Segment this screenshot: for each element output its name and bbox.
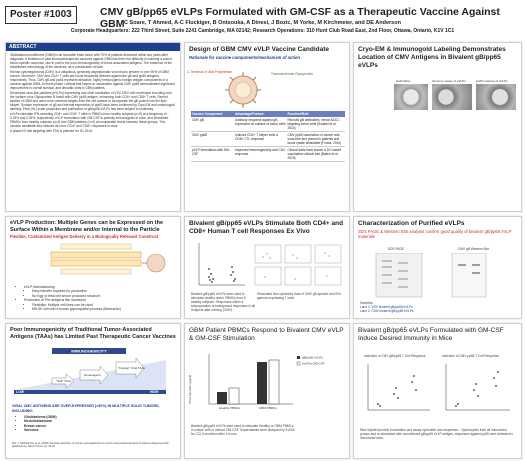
list-item: • Flexibility: Multiple cell lines can be used (32, 303, 121, 307)
poster-id: Poster #1003 (5, 6, 77, 24)
abstract-heading: ABSTRACT (6, 43, 180, 51)
design-panel (184, 42, 350, 212)
col-component: Vaccine Component (191, 111, 234, 117)
abstract-panel (5, 42, 181, 212)
production-subtitle: Flexible, Customized Antigen Delivery in a Biologically Relevant Construct (10, 234, 159, 239)
high-label: HIGH (150, 390, 159, 395)
cryo-label-2: shown to assay of eVLPs (432, 79, 466, 83)
cryo-image-2 (432, 84, 472, 110)
table-row: CMV pp65 Induces CD4+ T helper cells & CD8+ CTL response CMV pp65 vaccination in cancer and virus-free and primed in patients and tumor lysate stimulated (Fonda, 2010) (191, 132, 345, 147)
gbm-panel (184, 323, 350, 459)
design-table (191, 111, 345, 162)
cat-gbm: GBM PBMCs (259, 406, 277, 410)
bar-gbm-evlp (257, 362, 267, 404)
bar-healthy-gmcsf (229, 388, 239, 404)
arrow-self: "Self" TAAs (56, 379, 72, 383)
vlp-diagram (185, 65, 349, 110)
mice-chart2-title: Induction of CMV pp65 T Cell Response (442, 354, 499, 358)
gbm-ylabel: CCL3 Secretion (pg/ml) (188, 374, 192, 404)
purified-subtitle: SDS PAGE & Western Blot analysis confirm good quality of bivalent gB/pp65 eVLP materials (358, 229, 512, 239)
arrow-foreign: "Foreign" Viral TAAs (118, 366, 145, 370)
mice-charts (354, 360, 521, 420)
samples-list: Samples: Lane 1: VSV bivalent gB/pp65 eVLPs Lane 2: CMV bivalent gB/pp65 eVLPs (360, 301, 414, 313)
legend-evlp: gB/pp65 eVLPs (302, 355, 323, 360)
gbm-caption: Bivalent gB/pp65 eVLPs were used to stimulate Healthy or GBM PBMCs in culture with or without GM-CSF. Supernatants were analyzed by ELISA for CCL3 secretion after 4 hours. (191, 424, 295, 436)
list-item: • Production of Pre-antigens like structures (24, 298, 121, 302)
mice-chart1-title: Induction of CMV gB/pp65 T Cell Response (364, 354, 426, 358)
affiliation: Corporate Headquarters: 222 Third Street, Suite 2241 Cambridge, MA 02142; Research Operations: 310 Hunt Club Road East, 2nd Floor, Ottawa, Ontario, K1V 1C1 (70, 28, 455, 34)
list-item: • Breast cancer (24, 424, 57, 428)
mice-panel (353, 323, 522, 459)
cryo-title: Cryo-EM & Immunogold Labeling Demonstrates Location of CMV Antigens in Bivalent gB/pp65 eVLPs (358, 46, 506, 69)
immuno-diagram (6, 346, 180, 402)
tumor-list (20, 415, 57, 433)
purified-panel (353, 216, 522, 319)
design-subtitle: Rationale for vaccine components/mechanism of action (189, 55, 300, 60)
list-item: • Mfr-SE cell with a known glycosylation process (Bioreactor) (32, 307, 121, 311)
list-item: • No Egg or fetal cell serum produced structure (32, 294, 121, 298)
production-diagram (6, 241, 180, 285)
poster-header (0, 0, 525, 40)
col-function: Function/Role (286, 111, 345, 117)
production-title: eVLP Production: Multiple Genes can be Expressed on the Surface Within a Membrane and/or Internal to the Particle (10, 220, 164, 233)
stim-title: Bivalent gB/pp65 eVLPs Stimulate Both CD4+ and CD8+ Human T cell Responses Ex Vivo (189, 220, 344, 235)
cryo-image-3 (476, 84, 516, 110)
table-row: pVLP formulation with GM-CSF Improved immunogenicity and CD4 response Clinical trials have shown a DC-based vaccination clinical trial (Batich et al. 2015) (191, 147, 345, 162)
gbm-title: GBM Patient PBMCs Respond to Bivalent CMV eVLP & GM-CSF Stimulation (189, 327, 344, 342)
gel-images (354, 253, 521, 301)
cat-healthy: Healthy PBMCs (219, 406, 241, 410)
viral-heading: VIRAL CMV ANTIGENS ARE OVER-EXPRESSED (>90%) IN MULTIPLE SOLID TUMORS, INCLUDING: (12, 404, 160, 413)
legend-gmcsf: eVLPs+GM-CSF (302, 361, 325, 366)
list-item: • Sarcoma (24, 428, 57, 432)
list-item: • Easy transfer required for production (32, 289, 121, 293)
cryo-label-1: Gold Mass (396, 79, 411, 83)
immuno-band: IMMUNOGENICITY (71, 348, 107, 354)
vlp-label-2: Transmembrane Glycoprotein (271, 72, 314, 76)
cryo-label-3: pp65 massing of eVLPs (476, 79, 508, 83)
list-item: • Glioblastoma (GBM) (24, 415, 57, 419)
stim-chart (185, 239, 349, 299)
stim-panel (184, 216, 350, 319)
gel-label-sds: SDS PAGE (388, 247, 405, 251)
list-item: • Medulloblastoma (24, 419, 57, 423)
mice-caption: Mice injected protein formulation and assay cytometer and responses... Splenocytes from all immunized groups and re-stimulated with recombinant gB/pp65 eVLP antigen; responses against pp65 were detected in immunized mice. (360, 428, 513, 440)
gbm-chart (185, 348, 349, 418)
production-bullets (20, 285, 121, 311)
immuno-footnote: Ref: 1. Mitchell DA, et al. (2008) Sensitive detection of human cytomegalovirus in tumors and peripheral blood of patients diagnosed with glioblastoma. Neuro Oncol. 10: 10-18. (12, 442, 169, 449)
design-title: Design of GBM CMV eVLP Vaccine Candidate (189, 46, 330, 53)
col-advantage: Advantage/Feature (234, 111, 286, 117)
purified-title: Characterization of Purified eVLPs (358, 220, 465, 227)
cryo-panel (353, 42, 522, 212)
list-item: • eVLP Manufacturing (24, 285, 121, 289)
mice-title: Bivalent gB/pp65 eVLPs Formulated with GM-CSF Induce Desired Immunity in Mice (358, 327, 504, 342)
bar-healthy-evlp (217, 392, 227, 404)
bar-gbm-gmcsf (269, 360, 279, 404)
immuno-panel (5, 323, 181, 459)
stim-caption-1: Bivalent gB/pp65 eVLPs were used to stimulate healthy donor PBMCs from 9 healthy subjects. Responses within a subpopulation of background responses in all Subjects after naming (CMV). (191, 292, 255, 312)
cryo-image-1 (394, 84, 428, 110)
authors: C Soare, T Ahmed, A-C Fluckiger, B Ontsouka, A Dinesi, J Bozic, M Yorke, M Kirchmeier, and DE Anderson (124, 20, 401, 26)
immuno-title: Poor Immunogenicity of Traditional Tumor-Associated Antigens (TAAs) has Limited Past Therapeutic Cancer Vaccines (10, 327, 176, 340)
vlp-label-1: C-Terminus of Viral Polymerase (187, 70, 232, 74)
gel-label-wb: CMV gB Western Blot (458, 247, 489, 251)
poster-title: CMV gB/pp65 eVLPs Formulated with GM-CSF as a Therapeutic Vaccine Against GBM (100, 6, 500, 30)
low-label: LOW (16, 390, 24, 395)
stim-caption-2: Stimulated flow cytometry data of CMV gB-specific and IFN-gamma expressing T cells. (257, 292, 342, 300)
table-row: CMV gB Antibody response against gB expressed on surface of tumor cells Recruits gB antibodies, hence ADCC targeting tumor cells (Solanki et al. 2014) (191, 117, 345, 132)
arrow-neo: Neoantigens (84, 373, 101, 377)
abstract-text: Glioblastoma multiforme (GBM) is an incurable brain tumor with 70% of patients deceased within two years after diagnosis. A limitation of past immunotherapeutic vaccines against GBM has been the difficulty in inducing a potent tumor-specific response, due in part to the poor immunogenicity of tumor-associated antigens. The existence of the established immunology of the vaccines, as a combination of both. Human cytomegalovirus (CMV) is a ubiquitous, generally asymptomatic virus that is present in over 90% of GBM tumors. Moreover, CMV and CD4+ T cells are found frequently directed against the gB and pp65 antigens, respectively. Thus, CMV gB and pp65 represent attractive, highly immunogenic foreign antigen components of a vaccine against GBM. A recent phase I clinical trial based on vaccination against CMV pp65 demonstrated significant improvement in overall survival, and dendritic cells in GBM patients. Developed virus-like particles (eVLPs) expressing and other translation of VSV-ZIKV with enveloped encoding over the surface virus Glycoprotein B fused with CMV pp65 antigen, enhancing both CD4+ and CD8+ T cells. Recent studies of GBM and used virus construct targets from the cell surface to incorporate the gB protein into the lipid bilayer. Surface expression of gB and internal expression of pp65 have been confirmed by Cryo-EM and immunogold labeling. Final (HL) scale production and purification of gB/pp65 eVLPs has been subject to underway. eVLPs stimulate IFN-secreting CD4+ and CD8+ T cells in PBMCs from healthy subjects (n=9) at a frequency of 0.33% and 0.39%, respectively. eVLP formulation with GM-CSF is potently immunogenic in mice, and stimulated PBMCs from healthy subjects (n=4) and GBM patients (n=4) at comparable levels between these groups. This vaccine candidate also induces de novo CD4+ and CD8+ responses in mice. A phase I/II trial targeting with FDA is planned for H1 2016. (10, 53, 175, 133)
production-panel (5, 216, 181, 319)
